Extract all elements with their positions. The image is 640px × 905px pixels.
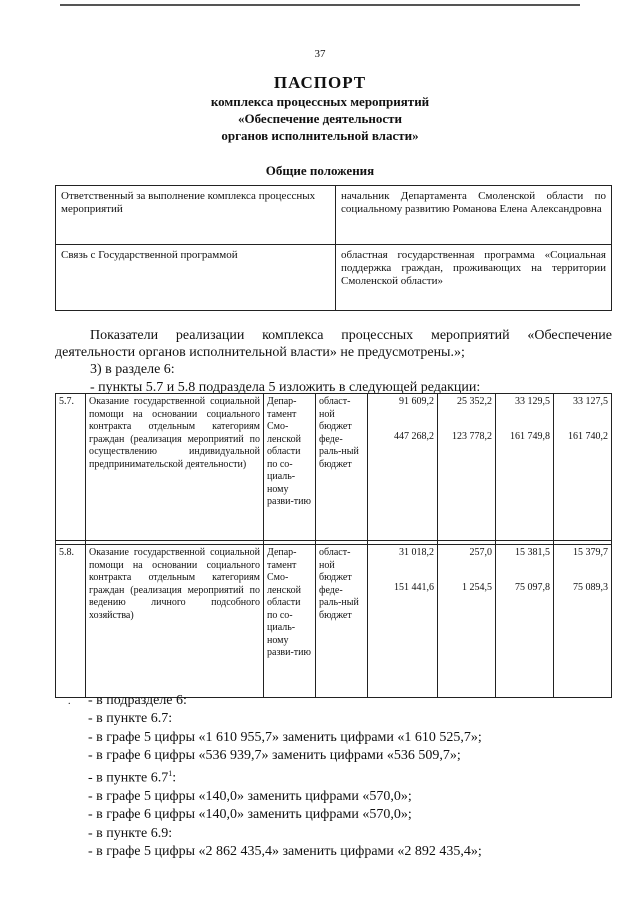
section-title: Общие положения	[265, 163, 375, 178]
scan-dot: .	[68, 696, 71, 707]
year2-cell	[496, 394, 554, 541]
year2-regional: 33 129,5	[515, 396, 550, 407]
year2-cell	[496, 545, 554, 698]
total-regional: 91 609,2	[399, 396, 434, 407]
general-provisions-table	[55, 185, 612, 311]
year1-federal: 1 254,5	[462, 581, 492, 593]
scan-border-line	[60, 4, 580, 6]
year1-regional: 25 352,2	[457, 396, 492, 407]
page-number: 37	[314, 48, 326, 60]
list-item: - в графе 6 цифры «536 939,7» заменить цифрами «536 509,7»;	[88, 747, 461, 763]
year2-federal: 75 097,8	[515, 581, 550, 593]
passport-subtitle-line3: органов исполнительной власти»	[221, 128, 419, 143]
list-item-text: - в пункте 6.7	[88, 770, 169, 786]
year3-federal: 161 740,2	[568, 430, 608, 442]
year1-cell	[438, 545, 496, 698]
measure-description: Оказание государственной социальной помощи на основании социального контракта отдельным категориям граждан (реализация мероприятий по ведению личного подсобного хозяйства)	[86, 545, 264, 698]
table-row	[56, 245, 612, 311]
year2-regional: 15 381,5	[515, 547, 550, 558]
total-federal: 447 268,2	[394, 430, 434, 442]
total-cell	[368, 394, 438, 541]
row-label: Связь с Государственной программой	[56, 245, 336, 311]
year1-cell	[438, 394, 496, 541]
superscript: 1	[168, 769, 173, 779]
row-label: Ответственный за выполнение комплекса процессных мероприятий	[56, 186, 336, 245]
responsible-cell: Депар-тамент Смо-ленской области по со-циаль-ному разви-тию	[264, 545, 316, 698]
list-item: - в графе 5 цифры «140,0» заменить цифрами «570,0»;	[88, 789, 412, 805]
year1-federal: 123 778,2	[452, 430, 492, 442]
year3-regional: 33 127,5	[573, 396, 608, 407]
passport-subtitle-line2: «Обеспечение деятельности	[237, 111, 403, 126]
row-value: начальник Департамента Смоленской области по социальному развитию Романова Елена Александровна	[336, 186, 612, 245]
list-item: - в пункте 6.7:	[88, 711, 173, 727]
year3-cell	[554, 394, 612, 541]
total-regional: 31 018,2	[399, 547, 434, 558]
items-paragraph: - пункты 5.7 и 5.8 подраздела 5 изложить в следующей редакции:	[90, 380, 481, 395]
table-row	[56, 186, 612, 245]
passport-subtitle-line1: комплекса процессных мероприятий	[210, 94, 430, 109]
indicators-paragraph: Показатели реализации комплекса процессных мероприятий «Обеспечение деятельности органов исполнительной власти» не предусмотрены.»;	[55, 328, 612, 360]
list-item: - в графе 6 цифры «140,0» заменить цифрами «570,0»;	[88, 807, 412, 823]
funding-source-cell: област-ной бюджет феде-раль-ный бюджет	[316, 545, 368, 698]
funding-source-cell: област-ной бюджет феде-раль-ный бюджет	[316, 394, 368, 541]
year3-cell	[554, 545, 612, 698]
list-item-suffix: :	[172, 770, 177, 786]
section6-paragraph: 3) в разделе 6:	[90, 362, 175, 377]
list-item	[88, 765, 482, 788]
table-row	[56, 394, 612, 541]
list-item: - в подразделе 6:	[88, 693, 187, 708]
list-item: - в графе 5 цифры «1 610 955,7» заменить цифрами «1 610 525,7»;	[88, 729, 482, 745]
total-cell	[368, 545, 438, 698]
responsible-cell: Депар-тамент Смо-ленской области по со-циаль-ному разви-тию	[264, 394, 316, 541]
measure-description: Оказание государственной социальной помощи на основании социального контракта отдельным категориям граждан (реализация мероприятий по осуществлению индивидуальной предпринимательской деятельности)	[86, 394, 264, 541]
row-number: 5.8.	[56, 545, 86, 698]
passport-heading: ПАСПОРТ	[273, 73, 367, 92]
row-number: 5.7.	[56, 394, 86, 541]
changes-list	[88, 692, 482, 861]
year2-federal: 161 749,8	[510, 430, 550, 442]
table-row	[56, 545, 612, 698]
year1-regional: 257,0	[469, 547, 492, 558]
year3-federal: 75 089,3	[573, 581, 608, 593]
total-federal: 151 441,6	[394, 581, 434, 593]
list-item: - в графе 5 цифры «2 862 435,4» заменить цифрами «2 892 435,4»;	[88, 844, 482, 860]
measures-table	[55, 393, 612, 698]
list-item: - в пункте 6.9:	[88, 825, 173, 841]
year3-regional: 15 379,7	[573, 547, 608, 558]
row-value: областная государственная программа «Социальная поддержка граждан, проживающих на территории Смоленской области»	[336, 245, 612, 311]
